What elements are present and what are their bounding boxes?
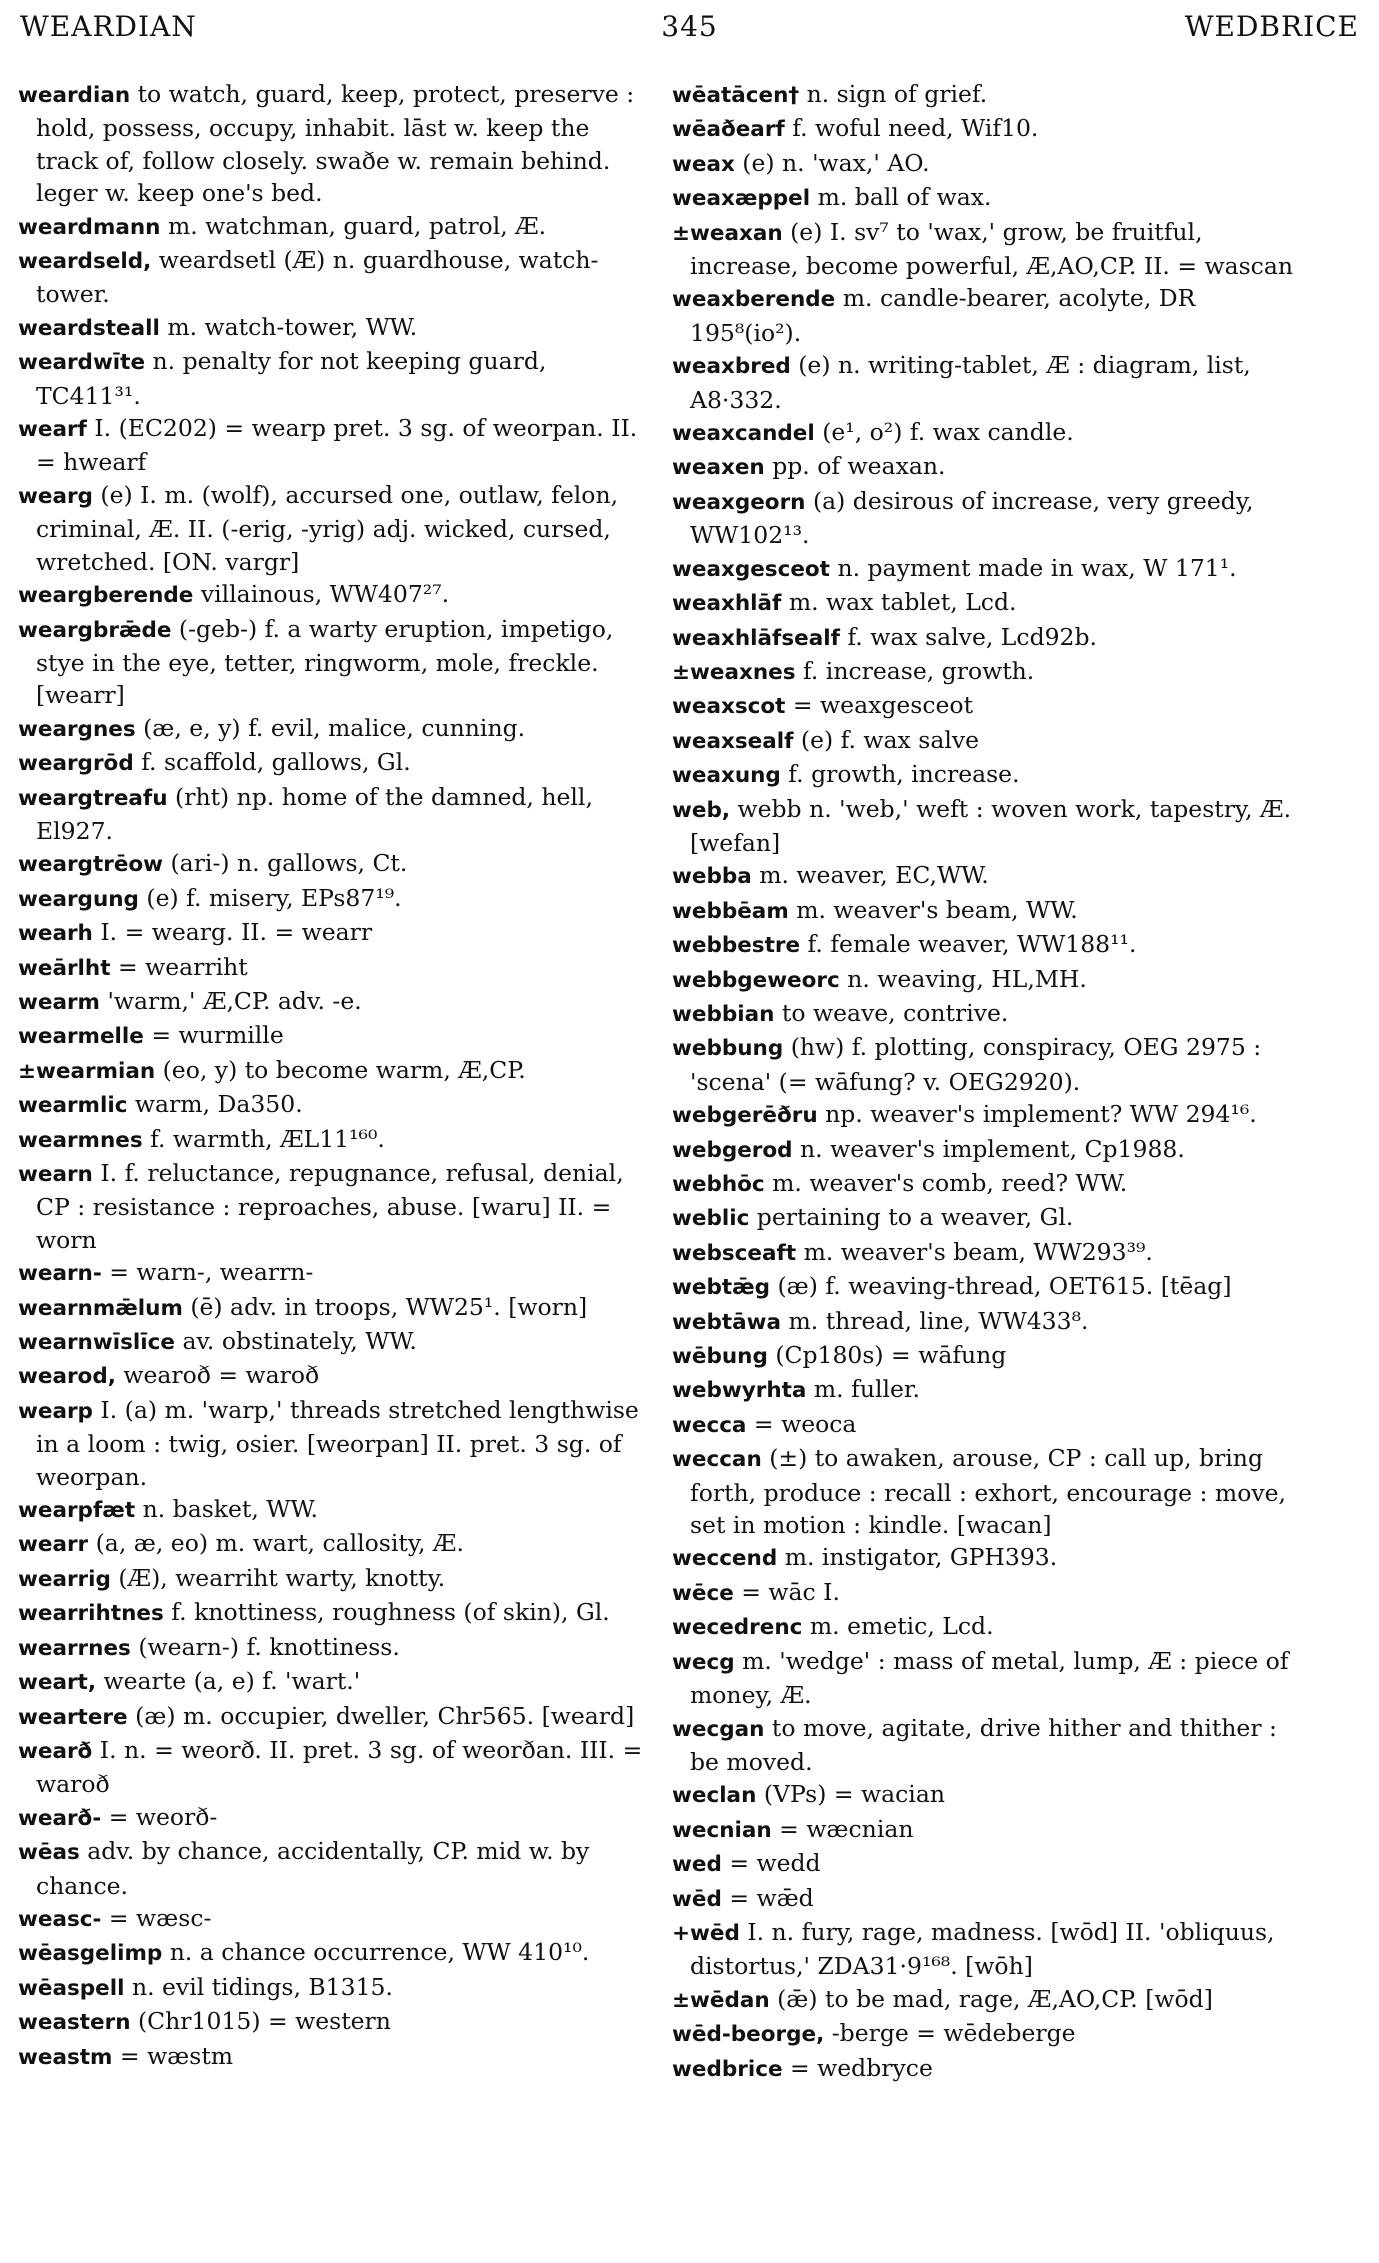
headword: weaxgeorn [672,489,806,515]
definition: m. weaver, EC,WW. [751,861,989,890]
headword: wēatācen† [672,83,800,108]
dictionary-entry [18,1054,658,1088]
headword: weaxscot [672,694,786,720]
dictionary-entry [18,311,658,345]
definition: (rht) np. home of the damned, hell, El927. [36,782,593,845]
definition: = wæcnian [771,1814,914,1843]
definition: m. ball of wax. [810,183,992,212]
headword: webbian [672,1001,775,1027]
dictionary-entry [18,578,658,612]
definition: webb n. 'web,' weft : woven work, tapestry, Æ. [wefan] [690,794,1292,857]
headword: webtāwa [672,1309,781,1335]
dictionary-entry [672,1442,1312,1541]
definition: -berge = wēdeberge [824,2019,1076,2048]
headword: webba [672,864,752,890]
dictionary-entry [672,552,1312,586]
definition: villainous, WW407²⁷. [193,580,450,609]
definition: (-geb-) f. a warty eruption, impetigo, stye in the eye, tetter, ringworm, mole, freckle. [wearr] [36,614,614,710]
headword: weccend [672,1546,778,1572]
definition: I. n. = weorð. II. pret. 3 sg. of weorðan. III. = waroð [36,1735,643,1799]
definition: wearte (a, e) f. 'wart.' [96,1667,361,1696]
headword: weargung [18,886,139,912]
definition: = warn-, wearrn- [101,1258,314,1287]
headword: weaxhlāf [672,591,782,617]
dictionary-entry [672,1408,1312,1442]
dictionary-entry [18,712,658,746]
definition: m. weaver's beam, WW293³⁹. [796,1237,1153,1266]
headword: wecedrenc [672,1615,803,1641]
headword: weax [672,151,735,177]
definition: m. wax tablet, Lcd. [781,588,1017,617]
dictionary-entry [18,1359,658,1393]
dictionary-entry [18,1527,658,1561]
headword: wearg [18,483,93,509]
dictionary-entry [672,1201,1312,1235]
definition: n. evil tidings, B1315. [124,1972,393,2001]
headword: wēaðearf [672,117,785,143]
definition: av. obstinately, WW. [174,1327,417,1356]
headword: wearmlic [18,1093,128,1119]
definition: to watch, guard, keep, protect, preserve : hold, possess, occupy, inhabit. lāst w. keep the track of, follow closely. swaðe w. remain behind. leger w. keep one's bed. [36,80,635,208]
definition: n. weaver's implement, Cp1988. [792,1134,1185,1163]
headword: wearð [18,1738,93,1764]
definition: m. weaver's comb, reed? WW. [764,1169,1128,1197]
dictionary-entry [672,928,1312,962]
headword: wēbung [672,1344,768,1370]
definition: pp. of weaxan. [764,452,946,481]
definition: to move, agitate, drive hither and thither : be moved. [690,1713,1277,1776]
dictionary-entry [18,1596,658,1630]
dictionary-entry [18,2040,658,2074]
dictionary-entry [672,758,1312,792]
headword: ±wēdan [672,1987,770,2013]
definition: m. emetic, Lcd. [802,1612,994,1641]
dictionary-entry [672,689,1312,723]
dictionary-entry [18,1394,658,1493]
definition: np. weaver's implement? WW 294¹⁶. [817,1100,1257,1129]
definition: warm, Da350. [127,1090,303,1119]
definition: (e¹, o²) f. wax candle. [814,418,1074,447]
definition: = weaxgesceot [785,691,974,720]
headword: weaxhlāfsealf [672,625,840,651]
dictionary-entry [18,1157,658,1256]
definition: = wæsc- [101,1903,212,1932]
dictionary-entry [18,412,658,479]
dictionary-entry [672,1983,1312,2017]
dictionary-entry [672,1167,1312,1201]
definition: m. candle-bearer, acolyte, DR 195⁸(io²). [690,284,1196,347]
headword: weaxbred [672,354,791,380]
headword: wecca [672,1412,747,1438]
definition: I. = wearg. II. = wearr [92,918,373,947]
dictionary-entry [672,1098,1312,1132]
definition: (ari-) n. gallows, Ct. [163,849,408,878]
dictionary-entry [18,916,658,950]
dictionary-entry [18,1291,658,1325]
dictionary-entry [18,1088,658,1122]
headword: wed [672,1852,722,1878]
dictionary-entry [18,1936,658,1970]
headword: webbestre [672,933,801,959]
definition: (Chr1015) = western [130,2007,391,2036]
dictionary-entry [18,1801,658,1835]
definition: (e) I. m. (wolf), accursed one, outlaw, felon, criminal, Æ. II. (-erig, -yrig) adj. wicked, cursed, wretched. [ON. vargr] [36,480,619,576]
definition: m. watch-tower, WW. [159,312,418,341]
headword: weaxberende [672,287,836,313]
definition: (Cp180s) = wāfung [767,1341,1007,1370]
header-last-word: WEDBRICE [1184,10,1359,43]
definition: wearoð = waroð [115,1361,320,1390]
dictionary-entry [672,1778,1312,1812]
definition: m. 'wedge' : mass of metal, lump, Æ : piece of money, Æ. [690,1646,1289,1710]
headword: wearmelle [18,1024,144,1050]
headword: webbēam [672,898,789,924]
dictionary-entry [672,1645,1312,1712]
headword: weardmann [18,214,161,240]
headword: weaxen [672,455,765,481]
headword: weargtreafu [18,785,168,811]
headword: wearp [18,1398,93,1424]
headword: weclan [672,1783,757,1809]
definition: f. growth, increase. [780,760,1020,789]
dictionary-entry [672,1576,1312,1610]
headword: wēaspell [18,1975,125,2001]
dictionary-entry [672,793,1312,860]
headword: wearrnes [18,1635,131,1661]
dictionary-entry [672,894,1312,928]
dictionary-entry [18,2005,658,2039]
definition: I. f. reluctance, repugnance, refusal, denial, CP : resistance : reproaches, abuse. [waru] II. = worn [36,1159,624,1254]
dictionary-entry [672,416,1312,450]
definition: adv. by chance, accidentally, CP. mid w. by chance. [36,1837,590,1900]
left-column [18,78,658,2074]
headword: wearn- [18,1261,102,1287]
dictionary-entry [672,997,1312,1031]
dictionary-entry [18,951,658,985]
headword: wearh [18,921,93,947]
dictionary-entry [672,147,1312,181]
definition: (hw) f. plotting, conspiracy, OEG 2975 : 'scena' (= wāfung? v. OEG2920). [690,1033,1262,1096]
definition: = wurmille [143,1021,284,1050]
headword: webwyrhta [672,1378,807,1404]
definition: (æ) f. weaving-thread, OET615. [tēag] [770,1272,1232,1301]
headword: webgerod [672,1137,793,1163]
headword: webtǣg [672,1275,771,1301]
definition: (e) f. misery, EPs87¹⁹. [138,883,402,912]
headword: webbung [672,1036,784,1062]
dictionary-entry [672,282,1312,349]
dictionary-entry [18,1902,658,1936]
definition: = wǣd [721,1883,814,1912]
dictionary-entry [672,1031,1312,1098]
headword: wearn [18,1162,93,1187]
dictionary-entry [672,112,1312,146]
definition: (ē) adv. in troops, WW25¹. [worn] [182,1292,588,1321]
dictionary-entry [672,1882,1312,1916]
dictionary-entry [672,586,1312,620]
headword: web, [672,797,731,823]
definition: (ǣ) to be mad, rage, Æ,AO,CP. [wōd] [769,1984,1213,2013]
dictionary-entry [672,349,1312,416]
headword: wedbrice [672,2056,783,2082]
definition: n. weaving, HL,MH. [839,964,1087,993]
headword: wearnmǣlum [18,1295,183,1321]
dictionary-entry [18,746,658,780]
headword: weastern [18,2010,131,2036]
dictionary-entry [672,2052,1312,2086]
headword: wēas [18,1840,80,1866]
dictionary-entry [672,450,1312,484]
headword: ±weaxnes [672,659,796,685]
headword: weargtrēow [18,852,164,878]
dictionary-entry [672,724,1312,758]
dictionary-entry [18,1631,658,1665]
headword: weardwīte [18,350,146,376]
headword: websceaft [672,1240,797,1266]
headword: weargrōd [18,751,134,777]
definition: = weorð- [101,1802,218,1831]
definition: f. increase, growth. [795,656,1035,685]
dictionary-entry [18,781,658,848]
definition: f. female weaver, WW188¹¹. [800,930,1137,959]
headword: wearnwīslīce [18,1330,175,1356]
definition: f. scaffold, gallows, Gl. [133,748,411,777]
headword: wēd-beorge, [672,2022,825,2048]
dictionary-entry [672,1712,1312,1779]
headword: wēd [672,1886,722,1912]
dictionary-entry [672,1270,1312,1304]
dictionary-entry [18,1562,658,1596]
headword: weaxsealf [672,728,794,754]
definition: n. payment made in wax, W 171¹. [829,553,1237,582]
headword: weardsteall [18,315,160,341]
dictionary-entry [18,210,658,244]
definition: 'warm,' Æ,CP. adv. -e. [99,986,362,1015]
headword: wēasgelimp [18,1941,163,1967]
definition: (æ) m. occupier, dweller, Chr565. [weard] [127,1701,635,1730]
headword: wearrihtnes [18,1601,164,1627]
headword: weastm [18,2044,113,2070]
headword: wecg [672,1649,735,1675]
dictionary-entry [18,882,658,916]
right-column [672,78,1312,2086]
headword: webhōc [672,1172,765,1197]
headword: wearrig [18,1566,111,1592]
headword: weardian [18,83,131,108]
definition: weardsetl (Æ) n. guardhouse, watch-tower. [36,246,599,309]
dictionary-entry [18,345,658,412]
headword: wearð- [18,1805,102,1831]
dictionary-entry [18,1835,658,1902]
headword: wearod, [18,1364,116,1390]
definition: = wæstm [112,2041,234,2070]
definition: (e) I. sv⁷ to 'wax,' grow, be fruitful, increase, become powerful, Æ,AO,CP. II. = wascan [690,217,1293,281]
headword: wearpfæt [18,1498,136,1524]
dictionary-entry [18,1493,658,1527]
headword: wēce [672,1580,734,1606]
definition: = wāc I. [733,1577,840,1606]
dictionary-entry [672,485,1312,552]
headword: ±weaxan [672,220,783,246]
definition: n. penalty for not keeping guard, TC411³¹. [36,347,547,410]
headword: webbgeweorc [672,967,840,993]
dictionary-entry [672,1610,1312,1644]
headword: wearmnes [18,1127,143,1153]
definition: m. watchman, guard, patrol, Æ. [160,211,547,240]
definition: = wedbryce [782,2053,933,2082]
dictionary-entry [672,2017,1312,2051]
headword: weasc- [18,1906,102,1932]
dictionary-entry [18,1971,658,2005]
definition: (wearn-) f. knottiness. [130,1632,400,1661]
dictionary-entry [672,1541,1312,1575]
definition: (a, æ, eo) m. wart, callosity, Æ. [88,1529,464,1558]
dictionary-entry [18,1734,658,1801]
definition: f. woful need, Wif10. [784,114,1039,143]
headword: wearf [18,417,87,443]
headword: weargbrǣde [18,617,172,643]
definition: (a) desirous of increase, very greedy, WW102¹³. [690,486,1254,550]
dictionary-entry [672,1305,1312,1339]
definition: = weoca [746,1409,857,1438]
headword: weaxung [672,763,781,789]
header-first-word: WEARDIAN [20,10,197,43]
headword: weart, [18,1670,97,1696]
headword: weartere [18,1704,128,1730]
definition: I. (EC202) = wearp pret. 3 sg. of weorpan. II. = hwearf [36,414,638,477]
dictionary-entry [672,1916,1312,1983]
headword: weaxæppel [672,186,811,212]
dictionary-entry [18,1325,658,1359]
dictionary-entry [18,1123,658,1157]
dictionary-entry [672,655,1312,689]
dictionary-entry [672,1133,1312,1167]
headword: wecnian [672,1817,772,1843]
definition: I. (a) m. 'warp,' threads stretched lengthwise in a loom : twig, osier. [weorpan] II. pret. 3 sg. of weorpan. [36,1395,639,1491]
dictionary-entry [18,479,658,578]
headword: weaxcandel [672,421,815,447]
definition: (e) f. wax salve [793,725,980,754]
dictionary-entry [18,1665,658,1699]
dictionary-entry [672,859,1312,893]
definition: (eo, y) to become warm, Æ,CP. [155,1055,526,1084]
definition: (±) to awaken, arouse, CP : call up, bring forth, produce : recall : exhort, encourage : move, set in motion : kindle. [wacan] [690,1444,1287,1540]
definition: (e) n. 'wax,' AO. [734,148,930,177]
definition: pertaining to a weaver, Gl. [749,1203,1074,1232]
dictionary-entry [18,613,658,712]
headword: weccan [672,1447,762,1473]
dictionary-entry [672,216,1312,283]
dictionary-entry [672,1339,1312,1373]
headword: +wēd [672,1920,740,1946]
definition: n. a chance occurrence, WW 410¹⁰. [162,1938,590,1967]
definition: f. wax salve, Lcd92b. [839,622,1098,651]
dictionary-entry [18,244,658,311]
dictionary-entry [672,1373,1312,1407]
definition: m. instigator, GPH393. [777,1543,1058,1572]
definition: = wearriht [110,952,248,981]
definition: (Æ), wearriht warty, knotty. [110,1563,446,1592]
dictionary-entry [672,963,1312,997]
dictionary-entry [672,1813,1312,1847]
headword: wecgan [672,1716,765,1742]
dictionary-entry [18,985,658,1019]
definition: I. n. fury, rage, madness. [wōd] II. 'obliquus, distortus,' ZDA31·9¹⁶⁸. [wōh] [690,1917,1275,1981]
headword: weaxgesceot [672,556,830,582]
definition: n. sign of grief. [799,80,988,108]
definition: (e) n. writing-tablet, Æ : diagram, list, A8·332. [690,351,1251,414]
headword: weardseld, [18,249,152,275]
dictionary-entry [18,1019,658,1053]
dictionary-entry [672,1236,1312,1270]
dictionary-entry [672,621,1312,655]
dictionary-entry [18,78,658,210]
headword: wearr [18,1532,89,1558]
definition: = wedd [721,1849,821,1878]
definition: f. warmth, ÆL11¹⁶⁰. [142,1124,385,1153]
definition: m. fuller. [806,1375,921,1404]
dictionary-entry [18,1256,658,1290]
definition: (æ, e, y) f. evil, malice, cunning. [135,713,526,742]
headword: wearm [18,989,100,1015]
page-number: 345 [661,10,718,43]
headword: webgerēðru [672,1103,818,1129]
headword: weargnes [18,716,136,742]
definition: (VPs) = wacian [756,1780,945,1809]
dictionary-entry [672,1847,1312,1881]
dictionary-entry [672,181,1312,215]
headword: weblic [672,1206,750,1232]
dictionary-entry [672,78,1312,112]
dictionary-entry [18,847,658,881]
page-header [20,10,1359,46]
headword: weārlht [18,955,111,981]
definition: f. knottiness, roughness (of skin), Gl. [163,1598,610,1627]
definition: n. basket, WW. [135,1495,318,1524]
definition: m. thread, line, WW433⁸. [781,1306,1089,1335]
headword: ±wearmian [18,1058,156,1084]
dictionary-entry [18,1700,658,1734]
definition: to weave, contrive. [774,998,1009,1027]
headword: weargberende [18,583,194,609]
definition: m. weaver's beam, WW. [788,895,1078,924]
